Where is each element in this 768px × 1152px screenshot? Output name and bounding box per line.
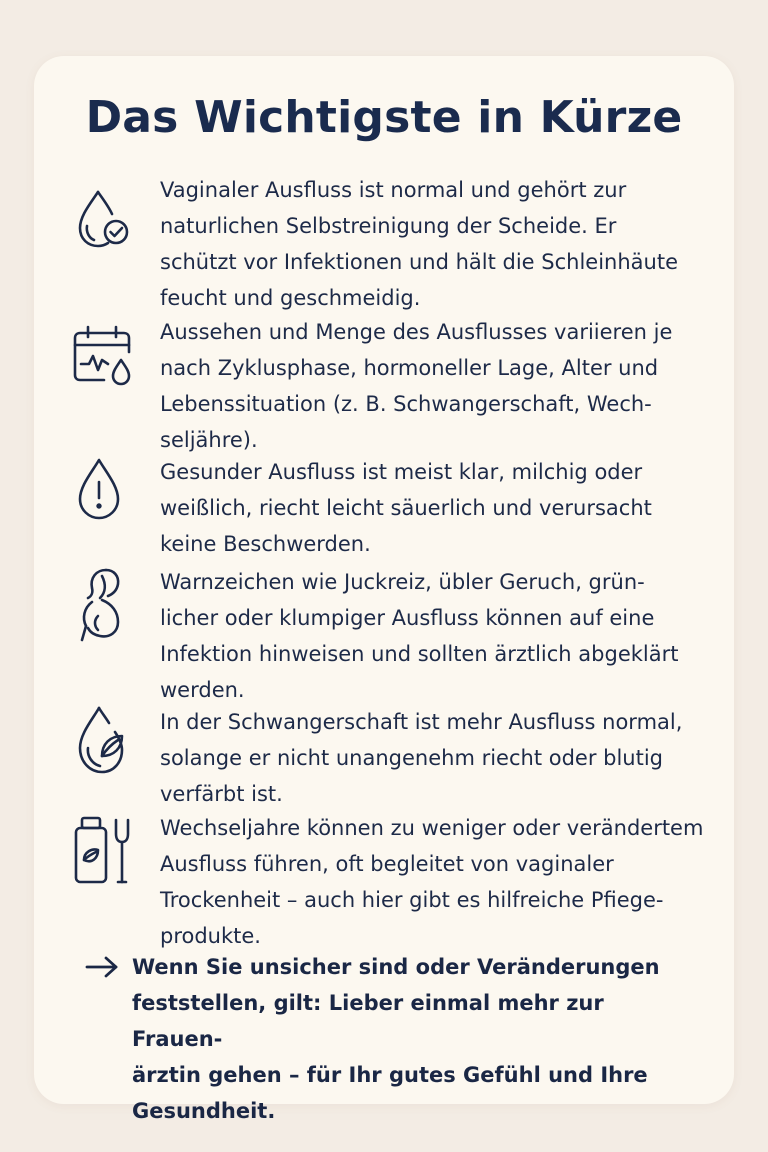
arrow-right-icon <box>84 952 120 982</box>
item-line: Vaginaler Ausfluss ist normal und gehört zur <box>160 178 627 202</box>
item-line: Trockenheit – auch hier gibt es hilfreiche Pfiege- <box>160 888 664 912</box>
item-line: Ausfluss führen, oft begleitet von vaginaler <box>160 852 614 876</box>
item-line: Infektion hinweisen und sollten ärztlich abgeklärt <box>160 642 679 666</box>
item-line: solange er nicht unangenehm riecht oder blutig <box>160 746 664 770</box>
drop-alert-icon <box>72 456 136 520</box>
item-line: Gesunder Ausfluss ist meist klar, milchig oder <box>160 460 643 484</box>
item-line: keine Beschwerden. <box>160 532 371 556</box>
list-item <box>160 314 720 458</box>
item-line: schützt vor Infektionen und hält die Schleinhäute <box>160 250 678 274</box>
list-item <box>160 454 720 562</box>
conclusion-line: feststellen, gilt: Lieber einmal mehr zur Frauen- <box>132 991 604 1051</box>
pregnant-woman-icon <box>72 566 136 646</box>
item-line: nach Zyklusphase, hormoneller Lage, Alter und <box>160 356 659 380</box>
item-line: Lebenssituation (z. B. Schwangerschaft, Wech- <box>160 392 652 416</box>
item-line: weißlich, riecht leicht säuerlich und verursacht <box>160 496 652 520</box>
item-line: Aussehen und Menge des Ausflusses variieren je <box>160 320 673 344</box>
bottle-tube-icon <box>72 814 136 886</box>
list-item <box>160 564 720 708</box>
drop-leaf-icon <box>72 704 136 776</box>
page-title: Das Wichtigste in Kürze <box>85 92 683 143</box>
item-line: seljähre). <box>160 428 258 452</box>
item-line: Wechseljahre können zu weniger oder verändertem <box>160 816 704 840</box>
item-line: licher oder klumpiger Ausfluss können auf eine <box>160 606 655 630</box>
item-line: In der Schwangerschaft ist mehr Ausfluss normal, <box>160 710 683 734</box>
conclusion-line: ärztin gehen – für Ihr gutes Gefühl und Ihre <box>132 1063 648 1087</box>
list-item <box>160 810 720 954</box>
list-item <box>160 172 720 316</box>
item-line: werden. <box>160 678 245 702</box>
conclusion-line: Gesundheit. <box>132 1099 276 1123</box>
drop-check-icon <box>72 186 136 250</box>
item-line: feucht und geschmeidig. <box>160 286 421 310</box>
conclusion-line: Wenn Sie unsicher sind oder Veränderungen <box>132 955 660 979</box>
conclusion-text <box>132 949 692 1129</box>
item-line: produkte. <box>160 924 261 948</box>
list-item <box>160 704 720 812</box>
item-line: naturlichen Selbstreinigung der Scheide. Er <box>160 214 617 238</box>
calendar-drop-icon <box>72 324 136 388</box>
item-line: Warnzeichen wie Juckreiz, übler Geruch, grün- <box>160 570 645 594</box>
item-line: verfärbt ist. <box>160 782 283 806</box>
